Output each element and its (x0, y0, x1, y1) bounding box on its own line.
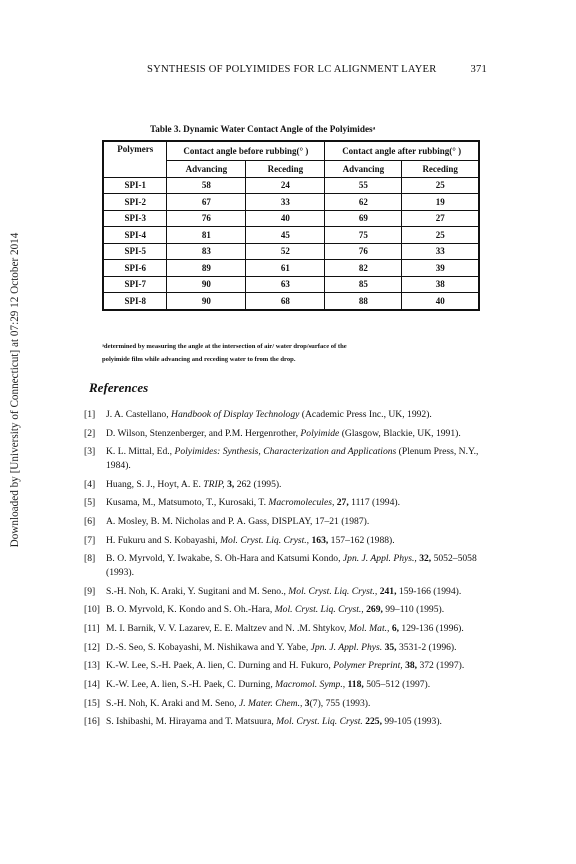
header-advancing-after: Advancing (325, 161, 402, 178)
angle-value-cell: 89 (167, 260, 246, 277)
reference-text (106, 534, 488, 548)
angle-value-cell: 45 (246, 227, 325, 244)
reference-it: Handbook of Display Technology (171, 409, 300, 420)
polymer-name-cell: SPI-1 (103, 177, 167, 194)
angle-value-cell: 82 (325, 260, 402, 277)
table-body (103, 177, 479, 310)
reference-it: Mol. Cryst. Liq. Cryst. (276, 716, 363, 728)
reference-pre: B. O. Myrvold, K. Kondo and S. Oh.-Hara, (106, 604, 275, 616)
angle-value-cell: 40 (246, 210, 325, 227)
angle-value-cell: 83 (167, 243, 246, 260)
reference-vol: 3 (302, 697, 310, 709)
reference-item (84, 445, 488, 472)
table-caption: Table 3. Dynamic Water Contact Angle of the Polyimidesᵃ (150, 124, 376, 134)
angle-value-cell: 81 (167, 227, 246, 244)
reference-item (84, 585, 488, 599)
reference-number: [10] (84, 604, 100, 616)
reference-it: Macromolecules, (268, 497, 335, 509)
angle-value-cell: 68 (246, 293, 325, 310)
reference-pre: K.-W. Lee, A. lien, S.-H. Paek, C. Durning, (106, 678, 276, 690)
reference-number: [2] (84, 427, 96, 439)
angle-value-cell: 39 (402, 260, 479, 277)
reference-number: [4] (84, 478, 96, 490)
reference-item (84, 408, 488, 422)
reference-pre: K. L. Mittal, Ed., (106, 446, 175, 458)
reference-number: [9] (84, 585, 96, 597)
reference-item (84, 641, 488, 655)
table-row (103, 260, 479, 277)
reference-text (106, 603, 488, 617)
reference-text (106, 427, 488, 441)
reference-text (106, 552, 488, 579)
reference-number: [8] (84, 553, 96, 565)
reference-item (84, 715, 488, 729)
reference-post: 5052–5058 (1993). (106, 553, 477, 578)
table-row (103, 276, 479, 293)
angle-value-cell: 90 (167, 293, 246, 310)
reference-item (84, 427, 488, 441)
reference-post: 99-105 (1993). (381, 716, 442, 728)
reference-number: [5] (84, 497, 96, 509)
table-footnote-line-1: ᵃdetermined by measuring the angle at the intersection of air/ water drop/surface of the (102, 343, 347, 350)
reference-pre: K.-W. Lee, S.-H. Paek, A. lien, C. Durning and H. Fukuro, (106, 660, 334, 672)
reference-it: Polymer Preprint, (333, 660, 403, 672)
reference-item (84, 515, 488, 529)
reference-post: (Plenum Press, N.Y., 1984). (106, 446, 479, 471)
reference-number: [16] (84, 716, 100, 728)
reference-pre: A. Mosley, B. M. Nicholas and P. A. Gass, DISPLAY, 17–21 (1987). (106, 515, 370, 527)
table-row (103, 227, 479, 244)
table-row (103, 293, 479, 310)
reference-post: 129-136 (1996). (399, 622, 464, 634)
reference-vol: 6, (389, 622, 400, 634)
table-row (103, 177, 479, 194)
reference-post: 505–512 (1997). (363, 678, 431, 690)
download-watermark (6, 140, 24, 640)
header-before-rubbing: Contact angle before rubbing(° ) (167, 141, 325, 161)
reference-post: (Glasgow, Blackie, UK, 1991). (339, 427, 461, 439)
reference-vol: 163, (309, 534, 329, 546)
reference-pre: Huang, S. J., Hoyt, A. E. (106, 478, 204, 490)
table-row (103, 194, 479, 211)
angle-value-cell: 62 (325, 194, 402, 211)
reference-text (106, 715, 488, 729)
angle-value-cell: 38 (402, 276, 479, 293)
reference-number: [14] (84, 678, 100, 690)
reference-text (106, 478, 488, 492)
reference-item (84, 552, 488, 579)
angle-value-cell: 69 (325, 210, 402, 227)
reference-post: (7), 755 (1993). (309, 697, 371, 709)
reference-it: Mol. Cryst. Liq. Cryst., (220, 534, 310, 546)
reference-pre: S.-H. Noh, K. Araki and M. Seno, (106, 697, 239, 709)
table-footnote (102, 339, 482, 367)
reference-item (84, 697, 488, 711)
reference-pre: M. I. Barnik, V. V. Lazarev, E. E. Maltzev and N. .M. Shtykov, (106, 622, 349, 634)
table-row (103, 210, 479, 227)
reference-item (84, 659, 488, 673)
contact-angle-table (102, 140, 480, 311)
reference-post: 3531-2 (1996). (396, 641, 457, 653)
reference-it: TRIP, (203, 478, 225, 490)
angle-value-cell: 25 (402, 177, 479, 194)
references-heading: References (89, 380, 149, 395)
angle-value-cell: 25 (402, 227, 479, 244)
angle-value-cell: 33 (402, 243, 479, 260)
polymer-name-cell: SPI-5 (103, 243, 167, 260)
angle-value-cell: 85 (325, 276, 402, 293)
angle-value-cell: 52 (246, 243, 325, 260)
reference-it: J. Mater. Chem., (238, 697, 303, 709)
reference-vol: 27, (334, 497, 349, 509)
angle-value-cell: 67 (167, 194, 246, 211)
angle-value-cell: 75 (325, 227, 402, 244)
reference-post: 99–110 (1995). (382, 604, 445, 616)
polymer-name-cell: SPI-6 (103, 260, 167, 277)
angle-value-cell: 24 (246, 177, 325, 194)
angle-value-cell: 63 (246, 276, 325, 293)
angle-value-cell: 33 (246, 194, 325, 211)
reference-text (106, 641, 488, 655)
reference-text (106, 678, 488, 692)
reference-vol: 3, (224, 478, 235, 490)
reference-text (106, 697, 488, 711)
angle-value-cell: 88 (325, 293, 402, 310)
reference-item (84, 534, 488, 548)
reference-text (106, 659, 488, 673)
reference-item (84, 496, 488, 510)
header-advancing-before: Advancing (167, 161, 246, 178)
reference-text (106, 622, 488, 636)
reference-post: 1117 (1994). (348, 497, 400, 509)
reference-post: 262 (1995). (234, 478, 282, 490)
reference-pre: D. Wilson, Stenzenberger, and P.M. Hergenrother, (106, 427, 301, 439)
reference-pre: J. A. Castellano, (106, 409, 172, 420)
reference-it: Mol. Cryst. Liq. Cryst., (288, 585, 378, 597)
header-polymers: Polymers (103, 141, 167, 177)
header-after-rubbing: Contact angle after rubbing(° ) (325, 141, 479, 161)
angle-value-cell: 40 (402, 293, 479, 310)
reference-number: [6] (84, 515, 96, 527)
reference-text (106, 585, 488, 599)
angle-value-cell: 55 (325, 177, 402, 194)
reference-post: 159-166 (1994). (396, 585, 462, 597)
reference-pre: S.-H. Noh, K. Araki, Y. Sugitani and M. Seno., (106, 585, 289, 597)
reference-item (84, 622, 488, 636)
reference-vol: 35, (382, 641, 397, 653)
reference-it: Mol. Cryst. Liq. Cryst., (274, 604, 364, 616)
reference-pre: B. O. Myrvold, Y. Iwakabe, S. Oh-Hara and Katsumi Kondo, (106, 553, 343, 565)
reference-number: [11] (84, 622, 100, 634)
reference-post: 372 (1997). (417, 660, 465, 672)
reference-number: [15] (84, 697, 100, 709)
reference-text (106, 445, 488, 472)
reference-pre: Kusama, M., Matsumoto, T., Kurosaki, T. (106, 497, 269, 509)
reference-number: [13] (84, 660, 100, 672)
reference-pre: S. Ishibashi, M. Hirayama and T. Matsuura, (106, 716, 277, 728)
polymer-name-cell: SPI-4 (103, 227, 167, 244)
reference-item (84, 603, 488, 617)
reference-it: Jpn. J. Appl. Phys. (310, 641, 383, 653)
reference-it: Polyimide (300, 427, 340, 439)
polymer-name-cell: SPI-7 (103, 276, 167, 293)
reference-list (84, 408, 488, 734)
header-receding-before: Receding (246, 161, 325, 178)
angle-value-cell: 76 (325, 243, 402, 260)
reference-pre: D.-S. Seo, S. Kobayashi, M. Nishikawa and Y. Yabe, (106, 641, 311, 653)
reference-vol: 241, (377, 585, 397, 597)
reference-number: [1] (84, 409, 96, 420)
polymer-name-cell: SPI-8 (103, 293, 167, 310)
reference-pre: H. Fukuru and S. Kobayashi, (106, 534, 221, 546)
reference-number: [7] (84, 534, 96, 546)
header-receding-after: Receding (402, 161, 479, 178)
reference-number: [3] (84, 446, 96, 458)
reference-vol: 225, (362, 716, 382, 728)
running-title: SYNTHESIS OF POLYIMIDES FOR LC ALIGNMENT LAYER (147, 64, 437, 75)
reference-it: Polyimides: Synthesis, Characterization and Applications (174, 446, 397, 458)
reference-vol: 38, (402, 660, 418, 672)
angle-value-cell: 58 (167, 177, 246, 194)
download-watermark-text: Downloaded by [University of Connecticut] at 07:29 12 October 2014 (9, 232, 21, 548)
reference-item (84, 478, 488, 492)
angle-value-cell: 61 (246, 260, 325, 277)
reference-post: 157–162 (1988). (328, 534, 395, 546)
table-row (103, 243, 479, 260)
reference-text (106, 515, 488, 529)
reference-number: [12] (84, 641, 100, 653)
reference-it: Mol. Mat., (348, 622, 390, 634)
page-number: 371 (470, 64, 487, 75)
angle-value-cell: 90 (167, 276, 246, 293)
table-header-row (103, 141, 479, 161)
reference-vol: 32, (416, 553, 432, 565)
reference-it: Macromol. Symp., (275, 678, 346, 690)
angle-value-cell: 27 (402, 210, 479, 227)
angle-value-cell: 19 (402, 194, 479, 211)
table-footnote-line-2: polyimide film while advancing and receding water to from the drop. (102, 356, 296, 363)
polymer-name-cell: SPI-3 (103, 210, 167, 227)
reference-vol: 118, (345, 678, 364, 690)
reference-post: (Academic Press Inc., UK, 1992). (299, 409, 432, 420)
reference-it: Jpn. J. Appl. Phys., (342, 553, 417, 565)
reference-item (84, 678, 488, 692)
polymer-name-cell: SPI-2 (103, 194, 167, 211)
angle-value-cell: 76 (167, 210, 246, 227)
reference-vol: 269, (363, 604, 383, 616)
reference-text (106, 496, 488, 510)
reference-text (106, 408, 488, 422)
